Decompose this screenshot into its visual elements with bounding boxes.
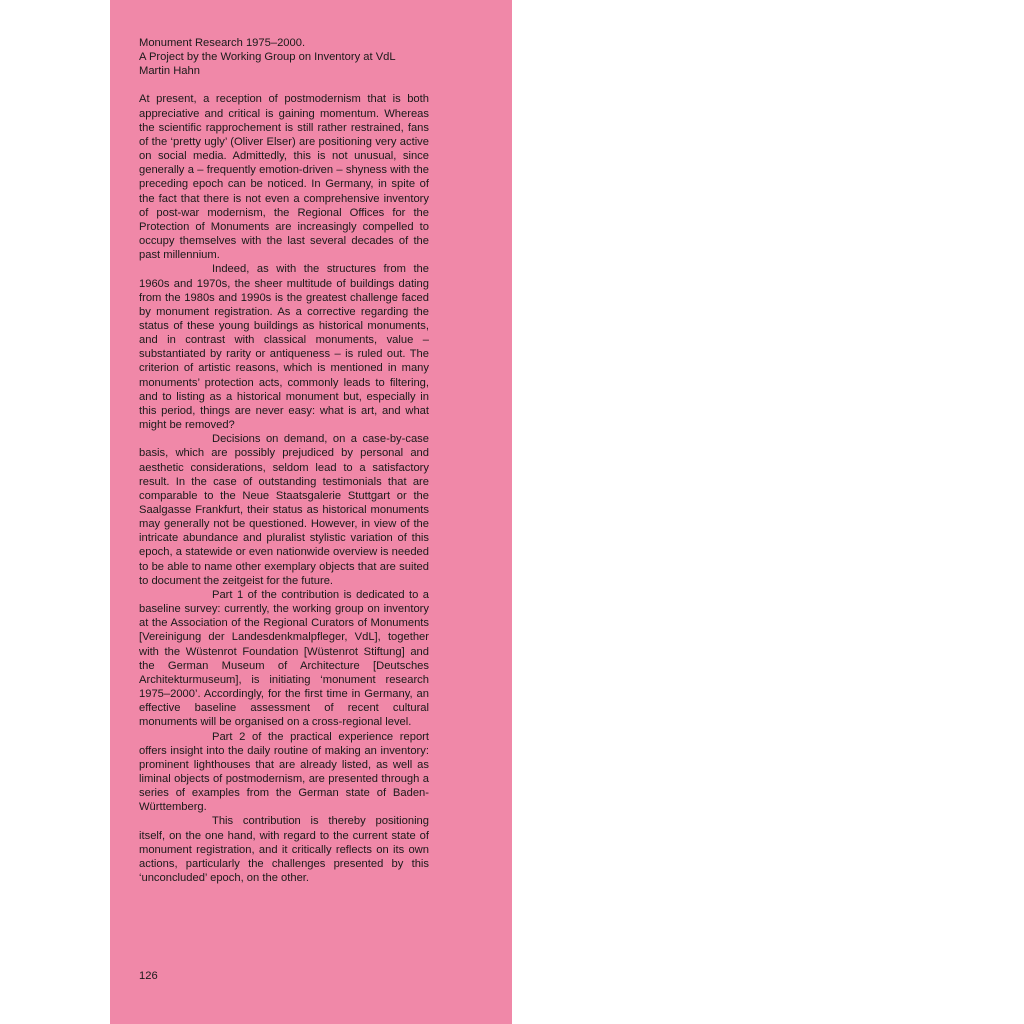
paragraph-6: This contribution is thereby positioning itself, on the one hand, with regard to the current state of monument registration, and it critically reflects on its own actions, particularly the challenges presented by this ‘unconcluded’ epoch, on the other. xyxy=(139,815,429,885)
paragraph-1: At present, a reception of postmodernism that is both appreciative and critical is gaining momentum. Whereas the scientific rapprochement is still rather restrained, fans of the ‘pretty ugly’ (Oliver Elser) are positioning very active on social media. Admittedly, this is not unusual, since generally a – frequently emotion-driven – shyness with the preceding epoch can be noticed. In Germany, in spite of the fact that there is not even a comprehensive inventory of post-war modernism, the Regional Offices for the Protection of Monuments are increasingly compelled to occupy themselves with the last several decades of the past millennium. xyxy=(139,93,429,262)
heading-title: Monument Research 1975–2000. xyxy=(139,37,306,49)
text-column xyxy=(139,36,429,885)
paragraph-3: Decisions on demand, on a case-by-case basis, which are possibly prejudiced by personal and aesthetic considerations, seldom lead to a satisfactory result. In the case of outstanding testimonials that are comparable to the Neue Staatsgalerie Stuttgart or the Saalgasse Frankfurt, their status as historical monuments may generally not be questioned. However, in view of the intricate abundance and pluralist stylistic variation of this epoch, a statewide or even nationwide overview is needed to be able to name other exemplary objects that are suited to document the zeitgeist for the future. xyxy=(139,433,429,587)
heading-subtitle: A Project by the Working Group on Inventory at VdL xyxy=(139,51,396,64)
paragraph-2: Indeed, as with the structures from the 1960s and 1970s, the sheer multitude of buildings dating from the 1980s and 1990s is the greatest challenge faced by monument registration. As a corrective regarding the status of these young buildings as historical monuments, and in contrast with classical monuments, value – substantiated by rarity or antiqueness – is ruled out. The criterion of artistic reasons, which is mentioned in many monuments’ protection acts, commonly leads to filtering, and to listing as a historical monument but, especially in this period, things are never easy: what is art, and what might be removed? xyxy=(139,263,429,432)
page-number: 126 xyxy=(139,970,158,982)
article-heading xyxy=(139,36,429,78)
body-text xyxy=(139,92,429,885)
paragraph-4: Part 1 of the contribution is dedicated to a baseline survey: currently, the working group on inventory at the Association of the Regional Curators of Monuments [Vereinigung der Landesdenkmalpfleger, VdL], together with the Wüstenrot Foundation [Wüstenrot Stiftung] and the German Museum of Architecture [Deutsches Architekturmuseum], is initiating ‘monument research 1975–2000’. Accordingly, for the first time in Germany, an effective baseline assessment of recent cultural monuments will be organised on a cross-regional level. xyxy=(139,588,429,729)
paragraph-5: Part 2 of the practical experience report offers insight into the daily routine of making an inventory: prominent lighthouses that are already listed, as well as liminal objects of postmodernism, are presented through a series of examples from the German state of Baden-Württemberg. xyxy=(139,730,429,814)
heading-author: Martin Hahn xyxy=(139,65,200,78)
